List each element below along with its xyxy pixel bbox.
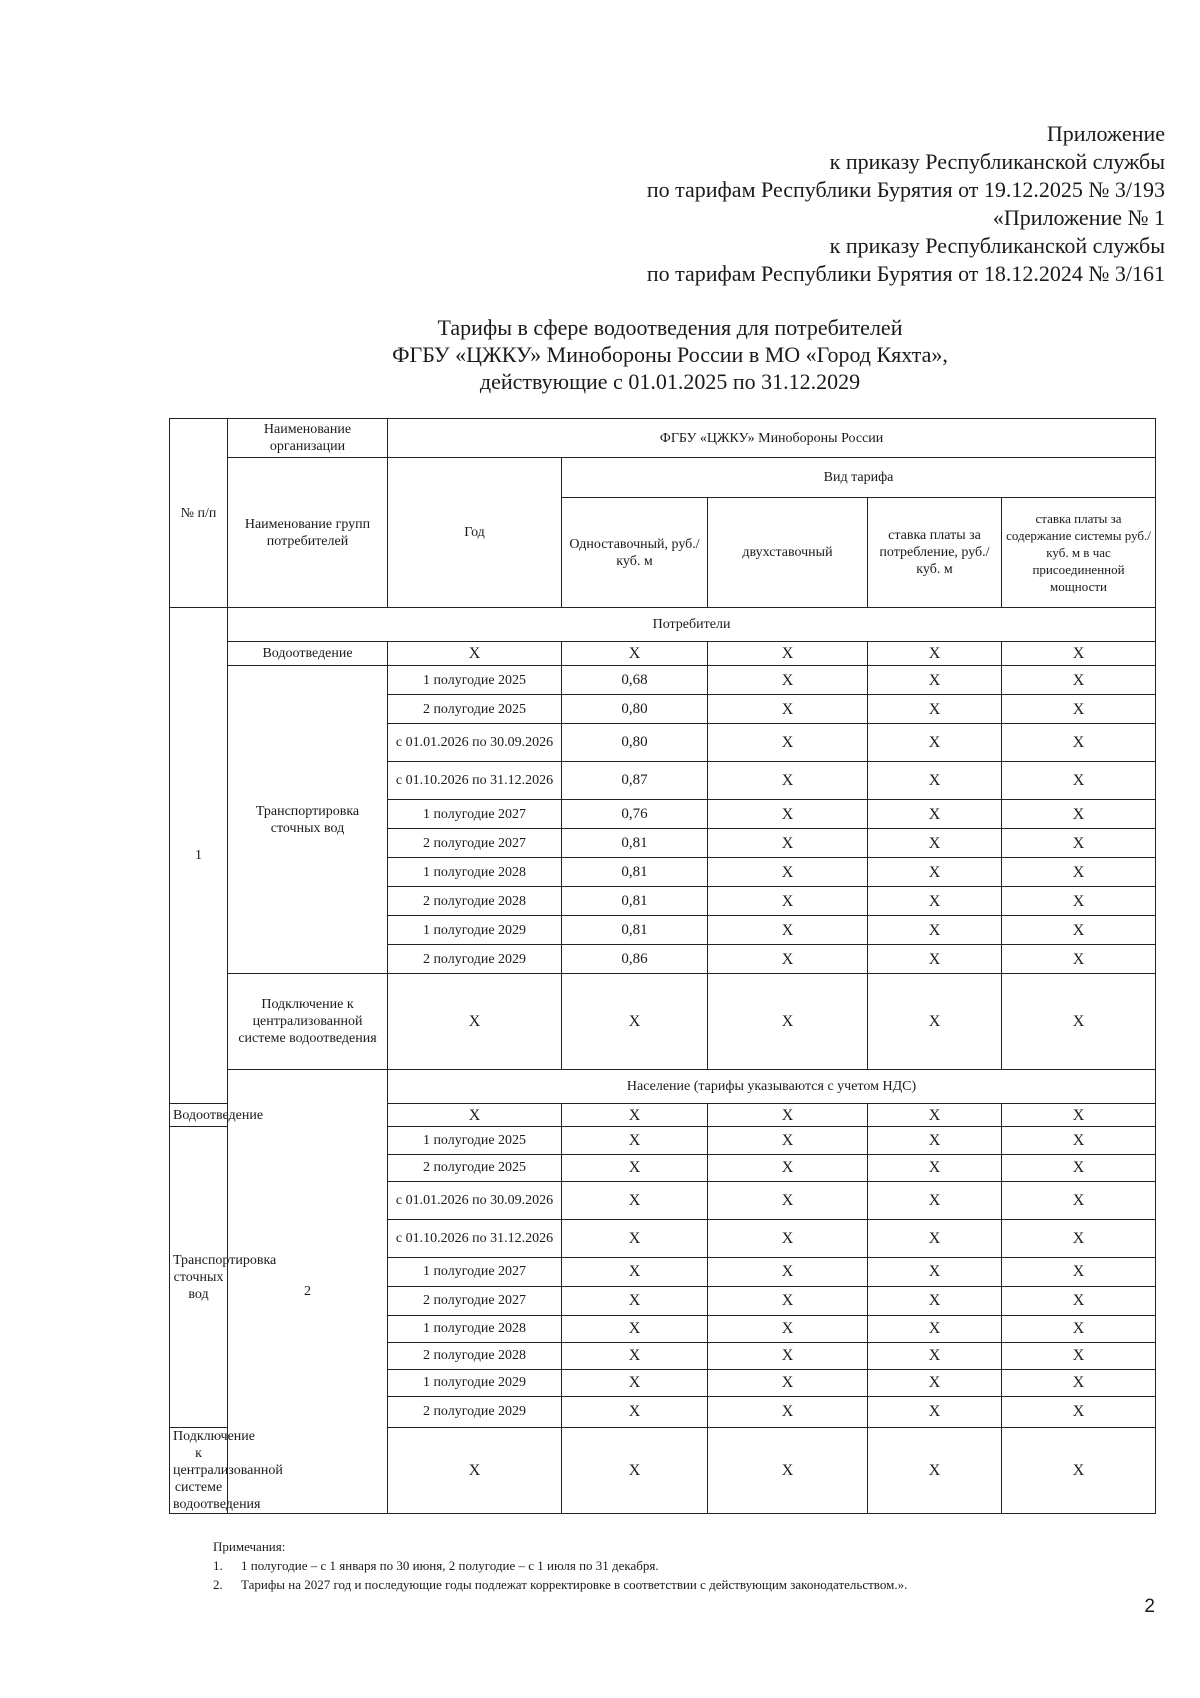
single-rate-value: 0,81 [562, 887, 708, 916]
consumption-rate-value: X [868, 858, 1002, 887]
header-line: к приказу Республиканской службы [829, 149, 1165, 174]
transport-label: Транспортировка сточных вод [170, 1127, 228, 1427]
consumption-rate-value: X [868, 800, 1002, 829]
consumption-rate-value: X [868, 1127, 1002, 1154]
two-rate-value: X [708, 1315, 868, 1342]
page-number: 2 [1144, 1596, 1155, 1617]
two-rate-value: X [708, 1369, 868, 1396]
drainage-cell: X [868, 1104, 1002, 1127]
capacity-rate-value: X [1002, 762, 1156, 800]
single-rate-value: X [562, 1342, 708, 1369]
title-line: ФГБУ «ЦЖКУ» Минобороны России в МО «Город Кяхта», [392, 342, 948, 367]
title-line: Тарифы в сфере водоотведения для потребителей [437, 315, 903, 340]
consumption-rate-value: X [868, 1219, 1002, 1257]
period-cell: 1 полугодие 2027 [388, 800, 562, 829]
note-item [213, 1556, 907, 1575]
two-rate-value: X [708, 1154, 868, 1181]
connection-cell: X [868, 1427, 1002, 1513]
header-consumption-rate: ставка платы за потребление, руб./ куб. м [868, 498, 1002, 608]
drainage-cell: X [562, 642, 708, 666]
two-rate-value: X [708, 1342, 868, 1369]
section-2-title: Население (тарифы указываются с учетом НДС) [388, 1070, 1156, 1104]
capacity-rate-value: X [1002, 695, 1156, 724]
capacity-rate-value: X [1002, 829, 1156, 858]
period-cell: 1 полугодие 2029 [388, 1369, 562, 1396]
period-cell: 2 полугодие 2028 [388, 887, 562, 916]
single-rate-value: X [562, 1286, 708, 1315]
period-cell: 1 полугодие 2028 [388, 858, 562, 887]
drainage-cell: X [1002, 642, 1156, 666]
single-rate-value: 0,76 [562, 800, 708, 829]
capacity-rate-value: X [1002, 1181, 1156, 1219]
two-rate-value: X [708, 695, 868, 724]
period-cell: 2 полугодие 2029 [388, 945, 562, 974]
capacity-rate-value: X [1002, 1369, 1156, 1396]
two-rate-value: X [708, 1257, 868, 1286]
drainage-cell: X [388, 1104, 562, 1127]
consumption-rate-value: X [868, 666, 1002, 695]
single-rate-value: 0,86 [562, 945, 708, 974]
note-text: 1 полугодие – с 1 января по 30 июня, 2 полугодие – с 1 июля по 31 декабря. [241, 1558, 659, 1573]
header-single-rate: Одноставочный, руб./ куб. м [562, 498, 708, 608]
period-cell: 2 полугодие 2028 [388, 1342, 562, 1369]
header-num: № п/п [170, 419, 228, 608]
period-cell: 2 полугодие 2029 [388, 1396, 562, 1427]
two-rate-value: X [708, 724, 868, 762]
connection-cell: X [562, 1427, 708, 1513]
single-rate-value: 0,81 [562, 916, 708, 945]
notes [213, 1537, 907, 1594]
header-tariff-kind: Вид тарифа [562, 458, 1156, 498]
header-two-rate: двухставочный [708, 498, 868, 608]
document-header [647, 120, 1165, 288]
consumption-rate-value: X [868, 1315, 1002, 1342]
capacity-rate-value: X [1002, 724, 1156, 762]
period-cell: 2 полугодие 2025 [388, 695, 562, 724]
consumption-rate-value: X [868, 724, 1002, 762]
header-org-value: ФГБУ «ЦЖКУ» Минобороны России [388, 419, 1156, 458]
connection-cell: X [708, 974, 868, 1070]
single-rate-value: X [562, 1181, 708, 1219]
capacity-rate-value: X [1002, 887, 1156, 916]
consumption-rate-value: X [868, 1181, 1002, 1219]
drainage-cell: X [868, 642, 1002, 666]
drainage-cell: X [562, 1104, 708, 1127]
single-rate-value: 0,80 [562, 724, 708, 762]
connection-cell: X [388, 974, 562, 1070]
two-rate-value: X [708, 887, 868, 916]
period-cell: с 01.01.2026 по 30.09.2026 [388, 1181, 562, 1219]
capacity-rate-value: X [1002, 1257, 1156, 1286]
period-cell: 2 полугодие 2027 [388, 829, 562, 858]
consumption-rate-value: X [868, 1286, 1002, 1315]
drainage-cell: X [708, 1104, 868, 1127]
consumption-rate-value: X [868, 695, 1002, 724]
period-cell: с 01.01.2026 по 30.09.2026 [388, 724, 562, 762]
capacity-rate-value: X [1002, 800, 1156, 829]
period-cell: 2 полугодие 2025 [388, 1154, 562, 1181]
single-rate-value: X [562, 1219, 708, 1257]
single-rate-value: X [562, 1315, 708, 1342]
single-rate-value: X [562, 1396, 708, 1427]
header-year: Год [388, 458, 562, 608]
two-rate-value: X [708, 1127, 868, 1154]
connection-cell: X [388, 1427, 562, 1513]
transport-label: Транспортировка сточных вод [228, 666, 388, 974]
single-rate-value: 0,68 [562, 666, 708, 695]
two-rate-value: X [708, 858, 868, 887]
two-rate-value: X [708, 829, 868, 858]
period-cell: 1 полугодие 2025 [388, 1127, 562, 1154]
drainage-cell: X [1002, 1104, 1156, 1127]
drainage-label: Водоотведение [228, 642, 388, 666]
consumption-rate-value: X [868, 1342, 1002, 1369]
consumption-rate-value: X [868, 916, 1002, 945]
section-1-title: Потребители [228, 608, 1156, 642]
single-rate-value: 0,81 [562, 829, 708, 858]
capacity-rate-value: X [1002, 916, 1156, 945]
two-rate-value: X [708, 916, 868, 945]
period-cell: с 01.10.2026 по 31.12.2026 [388, 762, 562, 800]
header-capacity-rate: ставка платы за содержание системы руб./куб. м в час присоединенной мощности [1002, 498, 1156, 608]
period-cell: 1 полугодие 2029 [388, 916, 562, 945]
period-cell: 1 полугодие 2027 [388, 1257, 562, 1286]
consumption-rate-value: X [868, 1396, 1002, 1427]
two-rate-value: X [708, 1396, 868, 1427]
two-rate-value: X [708, 1219, 868, 1257]
consumption-rate-value: X [868, 887, 1002, 916]
connection-cell: X [562, 974, 708, 1070]
consumption-rate-value: X [868, 1257, 1002, 1286]
note-number: 2. [213, 1577, 223, 1592]
connection-cell: X [1002, 974, 1156, 1070]
note-number: 1. [213, 1558, 223, 1573]
capacity-rate-value: X [1002, 1127, 1156, 1154]
capacity-rate-value: X [1002, 1342, 1156, 1369]
two-rate-value: X [708, 1286, 868, 1315]
capacity-rate-value: X [1002, 858, 1156, 887]
header-line: по тарифам Республики Бурятия от 18.12.2024 № 3/161 [646, 261, 1165, 286]
two-rate-value: X [708, 945, 868, 974]
header-line: «Приложение № 1 [992, 205, 1165, 230]
connection-label: Подключение к централизованной системе водоотведения [170, 1427, 228, 1513]
capacity-rate-value: X [1002, 1396, 1156, 1427]
connection-label: Подключение к централизованной системе водоотведения [228, 974, 388, 1070]
consumption-rate-value: X [868, 829, 1002, 858]
section-1-number: 1 [170, 608, 228, 1104]
single-rate-value: 0,80 [562, 695, 708, 724]
period-cell: 2 полугодие 2027 [388, 1286, 562, 1315]
capacity-rate-value: X [1002, 1219, 1156, 1257]
note-item [213, 1575, 907, 1594]
two-rate-value: X [708, 762, 868, 800]
consumption-rate-value: X [868, 762, 1002, 800]
tariff-table [169, 418, 1156, 1514]
title-line: действующие с 01.01.2025 по 31.12.2029 [479, 369, 861, 394]
capacity-rate-value: X [1002, 666, 1156, 695]
header-line: к приказу Республиканской службы [829, 233, 1165, 258]
capacity-rate-value: X [1002, 1286, 1156, 1315]
period-cell: с 01.10.2026 по 31.12.2026 [388, 1219, 562, 1257]
drainage-label: Водоотведение [170, 1104, 228, 1127]
connection-cell: X [708, 1427, 868, 1513]
capacity-rate-value: X [1002, 1154, 1156, 1181]
single-rate-value: X [562, 1369, 708, 1396]
single-rate-value: X [562, 1257, 708, 1286]
note-text: Тарифы на 2027 год и последующие годы подлежат корректировке в соответствии с действующим законодательством.». [241, 1577, 908, 1592]
capacity-rate-value: X [1002, 945, 1156, 974]
two-rate-value: X [708, 800, 868, 829]
period-cell: 1 полугодие 2028 [388, 1315, 562, 1342]
two-rate-value: X [708, 1181, 868, 1219]
single-rate-value: 0,87 [562, 762, 708, 800]
drainage-cell: X [708, 642, 868, 666]
two-rate-value: X [708, 666, 868, 695]
header-groups-label: Наименование групп потребителей [228, 458, 388, 608]
consumption-rate-value: X [868, 1369, 1002, 1396]
connection-cell: X [1002, 1427, 1156, 1513]
header-org-label: Наименование организации [228, 419, 388, 458]
section-2-number: 2 [228, 1070, 388, 1514]
capacity-rate-value: X [1002, 1315, 1156, 1342]
single-rate-value: X [562, 1154, 708, 1181]
header-line: по тарифам Республики Бурятия от 19.12.2025 № 3/193 [646, 177, 1165, 202]
drainage-cell: X [388, 642, 562, 666]
single-rate-value: X [562, 1127, 708, 1154]
single-rate-value: 0,81 [562, 858, 708, 887]
document-title [270, 314, 1070, 395]
consumption-rate-value: X [868, 1154, 1002, 1181]
period-cell: 1 полугодие 2025 [388, 666, 562, 695]
notes-title: Примечания: [213, 1539, 286, 1554]
connection-cell: X [868, 974, 1002, 1070]
consumption-rate-value: X [868, 945, 1002, 974]
header-line: Приложение [1046, 121, 1165, 146]
